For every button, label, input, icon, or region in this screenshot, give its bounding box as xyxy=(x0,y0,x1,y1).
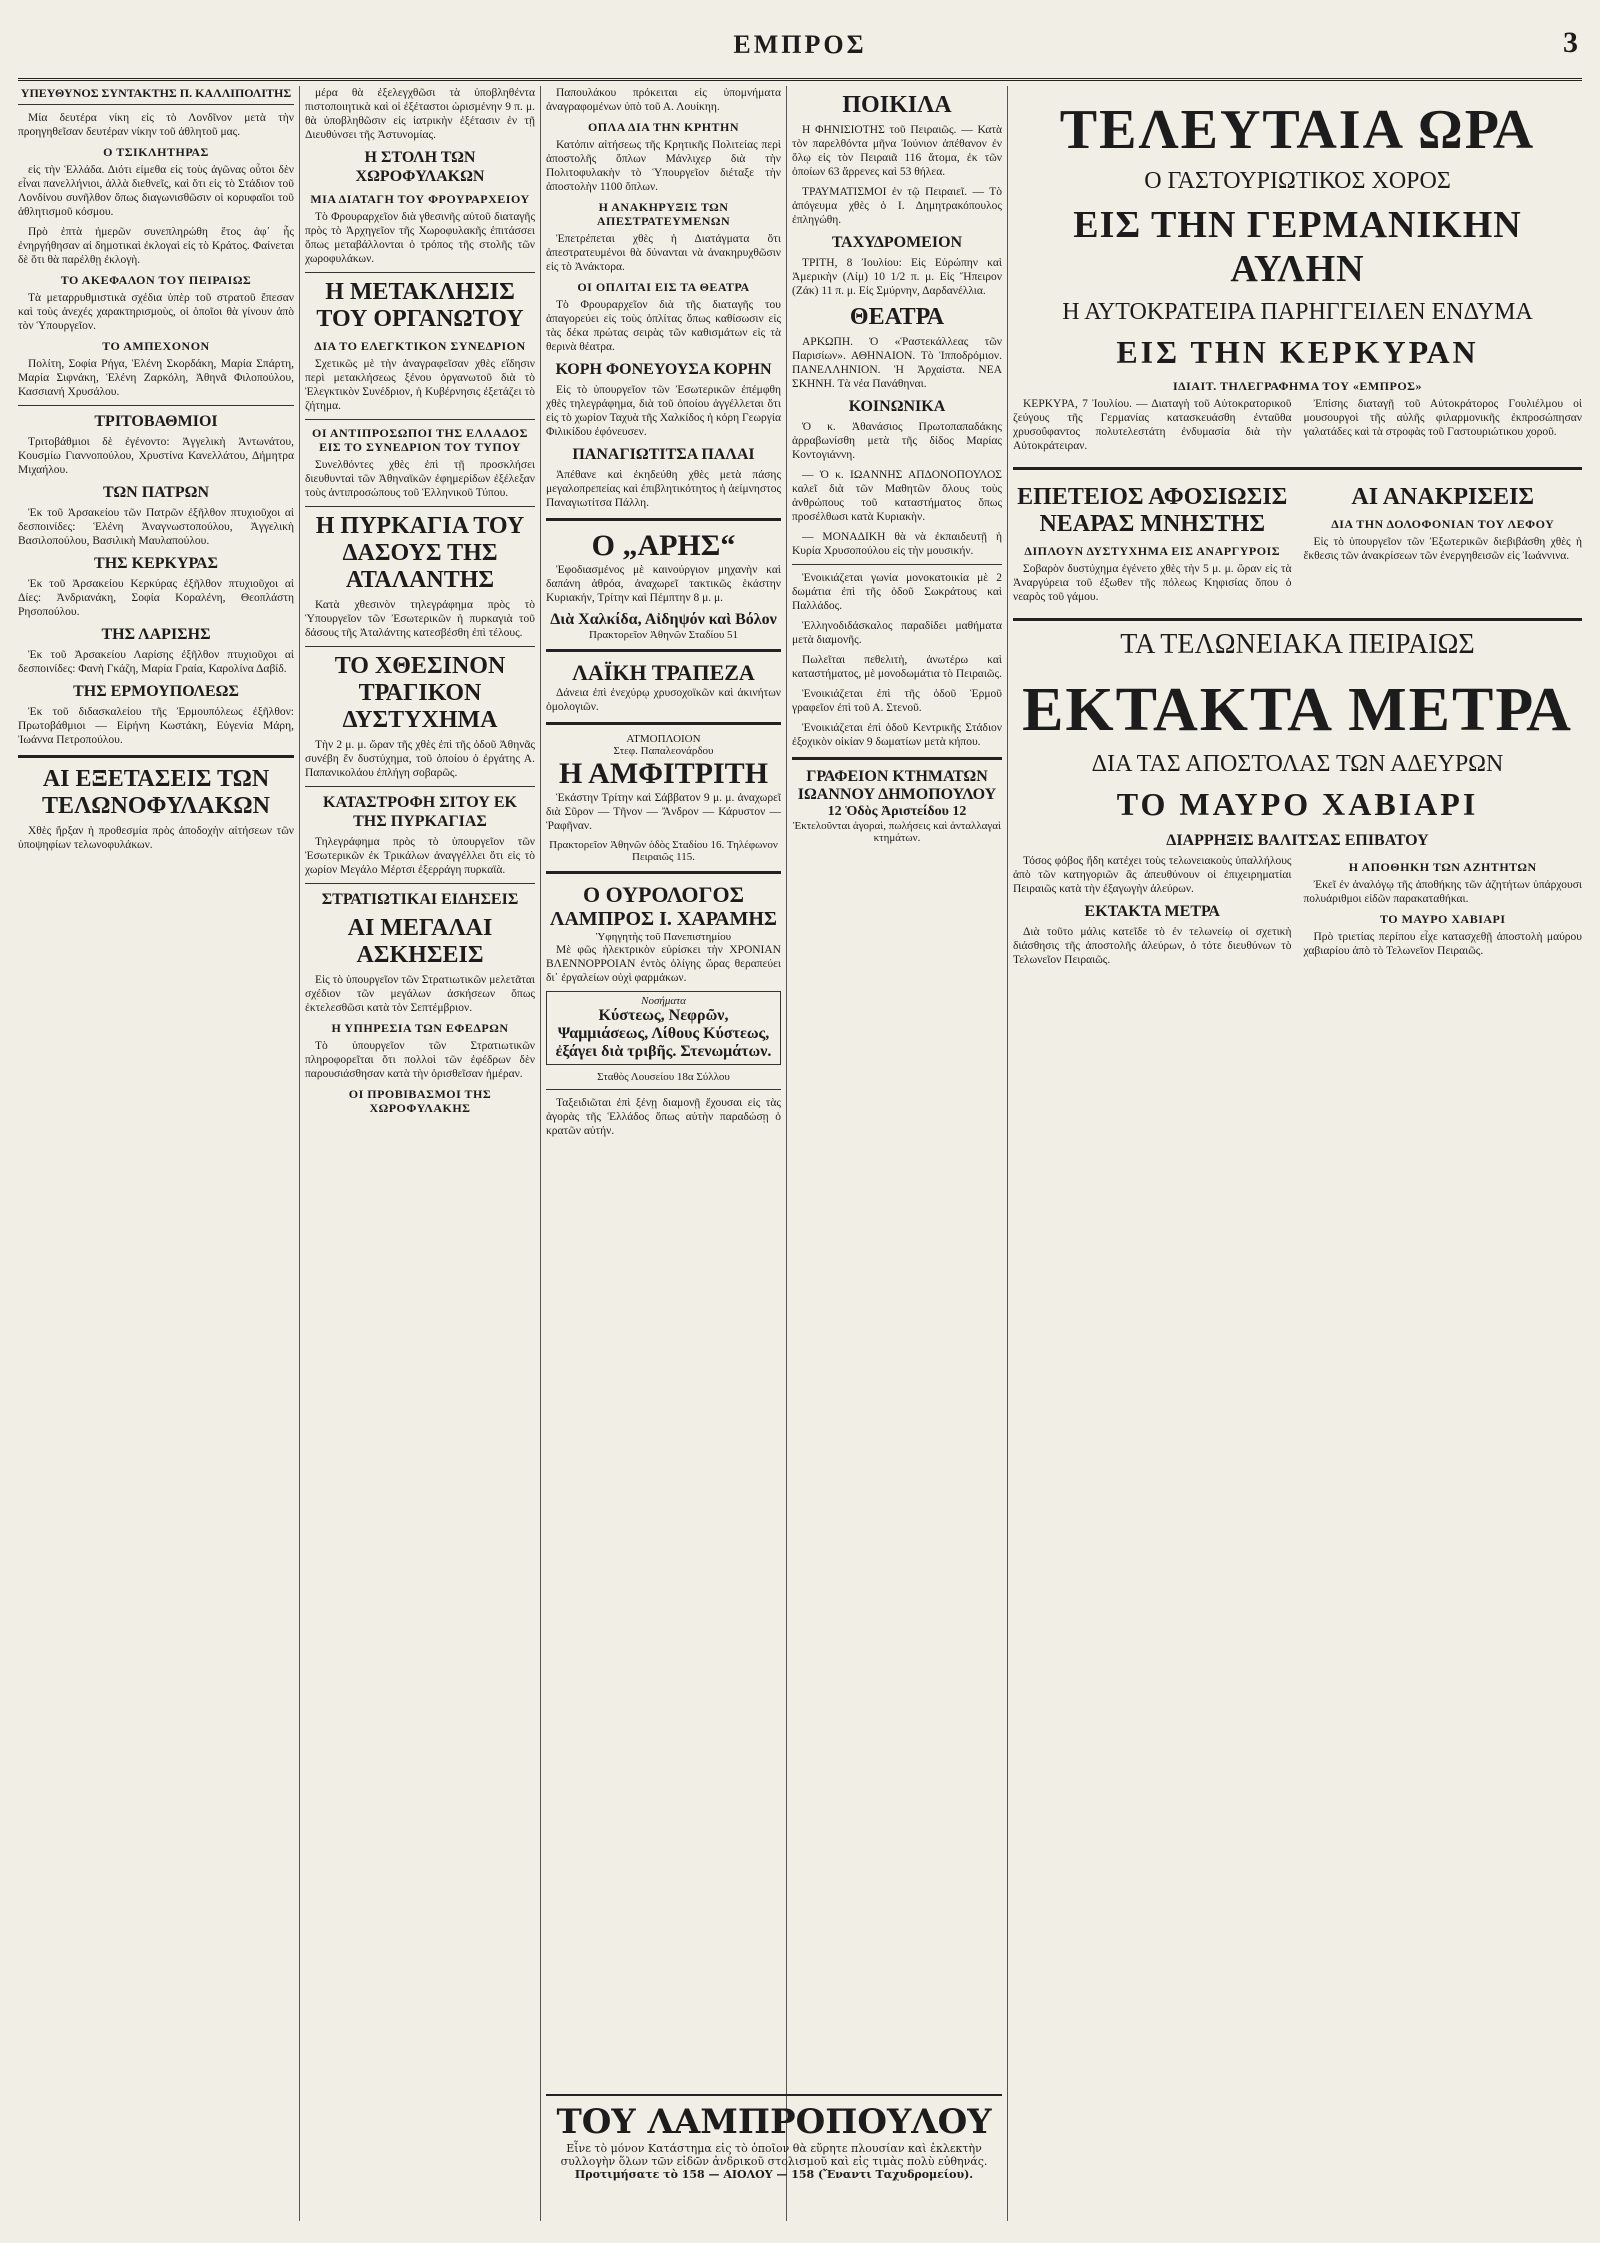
ad-office: Πρακτορεῖον Ἀθηνῶν ὁδὸς Σταδίου 16. Τηλέφωνον Πειραιῶς 115. xyxy=(549,839,778,863)
ad-text: Ἐκτελοῦνται ἀγοραὶ, πωλήσεις καὶ ἀνταλλαγαὶ κτημάτων. xyxy=(792,820,1002,844)
divider xyxy=(792,564,1002,565)
section-heading: ΘΕΑΤΡΑ xyxy=(849,304,945,330)
headline-line: Η ΑΥΤΟΚΡΑΤΕΙΡΑ ΠΑΡΗΓΓΕΙΛΕΝ ΕΝΔΥΜΑ xyxy=(1062,299,1533,325)
section-heading: ΤΑΧΥΔΡΟΜΕΙΟΝ xyxy=(831,234,963,251)
section-heading: ΤΗΣ ΕΡΜΟΥΠΟΛΕΩΣ xyxy=(73,683,239,700)
headline: Η ΣΤΟΛΗ ΤΩΝ ΧΩΡΟΦΥΛΑΚΩΝ xyxy=(355,149,485,185)
advertisement-urologist xyxy=(546,882,781,1083)
mega-headline: ΕΚΤΑΚΤΑ ΜΕΤΡΑ xyxy=(1022,676,1573,744)
paragraph: Ἐκεῖ ἐν ἀναλόγῳ τῆς ἀποθήκης τῶν ἀζητήτων ὑπάρχουσι πολυάριθμοι εἰδῶν παρακαταθήκαι. xyxy=(1303,879,1582,905)
subheadline: ΟΙ ΠΡΟΒΙΒΑΣΜΟΙ ΤΗΣ ΧΩΡΟΦΥΛΑΚΗΣ xyxy=(348,1087,492,1115)
subheadline: ΔΙΠΛΟΥΝ ΔΥΣΤΥΧΗΜΑ ΕΙΣ ΑΝΑΡΓΥΡΟΙΣ xyxy=(1024,544,1281,558)
paragraph: Ταξειδιῶται ἐπὶ ξένῃ διαμονῇ ἔχουσαι εἰς τὰς ἀγορὰς τῆς Ἑλλάδος ὅπως αὐτὴν παραδώσῃ ὁ κρατῶν αὐτήν. xyxy=(546,1097,781,1137)
newspaper-page xyxy=(18,14,1582,2229)
subheadline: ΔΙΑ ΤΗΝ ΔΟΛΟΦΟΝΙΑΝ ΤΟΥ ΛΕΦΟΥ xyxy=(1331,517,1555,531)
paragraph: Τὸ Φρουραρχεῖον διὰ γθεσινῆς αὐτοῦ διαταγῆς πρὸς τὸ Ἀρχηγεῖον τῆς Χωροφυλακῆς ἐπιτάσσει ὅπως μεταβάλλονται ὁ τρόπος τῆς στολῆς τῶν χωροφυλάκων. xyxy=(305,211,535,265)
advertisement-bank xyxy=(546,660,781,714)
divider xyxy=(1013,467,1582,470)
headline-line: ΕΙΣ ΤΗΝ ΓΕΡΜΑΝΙΚΗΝ ΑΥΛΗΝ xyxy=(1073,204,1522,290)
section-heading: ΠΟΙΚΙΛΑ xyxy=(842,92,952,118)
ad-doctor-name: ΛΑΜΠΡΟΣ Ι. ΧΑΡΑΜΗΣ xyxy=(550,908,777,930)
paragraph: Κατὰ χθεσινὸν τηλεγράφημα πρὸς τὸ Ὑπουργεῖον τῶν Ἐσωτερικῶν ἡ πυρκαγιὰ τοῦ δάσους τῆς Ἀταλάντης κατεσβέσθη ἐπὶ τέλους. xyxy=(305,599,535,639)
editor-byline: ΥΠΕΥΘΥΝΟΣ ΣΥΝΤΑΚΤΗΣ Π. ΚΑΛΛΙΠΟΛΙΤΗΣ xyxy=(18,86,294,105)
masthead xyxy=(18,14,1582,81)
headline: ΚΑΤΑΣΤΡΟΦΗ ΣΙΤΟΥ ΕΚ ΤΗΣ ΠΥΡΚΑΓΙΑΣ xyxy=(323,794,517,830)
paragraph: Τὸ Φρουραρχεῖον διὰ τῆς διαταγῆς του ἀπαγορεύει εἰς τοὺς ὁπλίτας ὅπως καθίσωσιν εἰς τὰς δέκα πρώτας σειρὰς τῶν καθισμάτων εἰς τὰ θερινὰ θέατρα. xyxy=(546,299,781,353)
paragraph: Σχετικῶς μὲ τὴν ἀναγραφεῖσαν χθὲς εἴδησιν περὶ μετακλήσεως ξένου ὀργανωτοῦ διὰ τὸ Ἐλεγκτικὸν Συνέδριον, ἡ Κυβέρνησις ἐξετάζει τὸ ζήτημα. xyxy=(305,358,535,412)
ad-title: Ο „ΑΡΗΣ“ xyxy=(591,529,736,562)
divider xyxy=(546,518,781,521)
subheadline: ΔΙΑΡΡΗΞΙΣ ΒΑΛΙΤΣΑΣ ΕΠΙΒΑΤΟΥ xyxy=(1166,832,1429,849)
subheading: ΤΟ ΑΚΕΦΑΛΟΝ ΤΟΥ ΠΕΙΡΑΙΩΣ xyxy=(60,273,252,287)
column-1 xyxy=(18,86,294,2221)
paragraph: Ἐκ τοῦ διδασκαλείου τῆς Ἐρμουπόλεως ἐξῆλθον: Πρωτοβάθμιοι — Εἰρήνη Κωστάκη, Εὐγενία Μάρη, Ἰωάννα Πετροπούλου. xyxy=(18,706,294,746)
paragraph: Συνελθόντες χθὲς ἐπὶ τῇ προσκλήσει διευθυνταὶ τῶν Ἀθηναϊκῶν ἐφημερίδων ἐξέλεξαν τοὺς ἀντιπροσώπους τοῦ Ἑλληνικοῦ Τύπου. xyxy=(305,459,535,499)
ad-text: Ἐφοδιασμένος μὲ καινούργιον μηχανὴν καὶ δαπάνη ἀθρόα, ἀναχωρεῖ τακτικῶς ἑκάστην Κυριακήν, Τρίτην καὶ Πέμπτην 8 μ. μ. xyxy=(546,564,781,604)
headline-line: Ο ΓΑΣΤΟΥΡΙΩΤΙΚΟΣ ΧΟΡΟΣ xyxy=(1144,168,1451,194)
column-divider xyxy=(540,86,541,2221)
paragraph: εἰς τὴν Ἑλλάδα. Διότι εἰμεθα εἰς τοὺς ἀγῶνας οὗτοι δὲν εἶναι πανελλήνιοι, ἀλλὰ διεθνεῖς, καὶ ὅτι εἰς τὸ Στάδιον τοῦ Λονδίνου συνῆλθον ὅπως διαγωνισθῶσιν οἱ κορυφαῖοι τοῦ ἀθλητισμοῦ κόσμου. xyxy=(18,164,294,218)
paragraph: Πολίτη, Σοφία Ρήγα, Ἑλένη Σκορδάκη, Μαρία Σπάρτη, Μαρία Σιφνάκη, Ἑλένη Ζαρκόλη, Ἀθηνᾶ Φιλοπούλου, Κασσιανή Χρυσάλου. xyxy=(18,358,294,398)
classified: Ἐνοικιάζεται γωνία μονοκατοικία μὲ 2 δωμάτια ἐπὶ τῆς ὁδοῦ Σωκράτους καὶ Παλλάδος. xyxy=(792,572,1002,612)
column-3 xyxy=(546,86,781,2221)
paragraph: Ἐπετρέπεται χθὲς ἡ Διατάγματα ὅτι ἀπεστρατευμένοι θὰ δύνανται νὰ ἀνακηρυχθῶσιν εἰς τὸ Ἀνάκτορα. xyxy=(546,233,781,273)
headline: ΑΙ ΕΞΕΤΑΣΕΙΣ ΤΩΝ ΤΕΛΩΝΟΦΥΛΑΚΩΝ xyxy=(42,766,270,819)
subheadline: ΕΚΤΑΚΤΑ ΜΕΤΡΑ xyxy=(1084,903,1220,920)
headline: Η ΑΝΑΚΗΡΥΞΙΣ ΤΩΝ ΑΠΕΣΤΡΑΤΕΥΜΕΝΩΝ xyxy=(596,200,731,228)
ad-title: ΓΡΑΦΕΙΟΝ ΚΤΗΜΑΤΩΝ xyxy=(806,768,988,785)
paragraph: Τηλεγράφημα πρὸς τὸ ὑπουργεῖον τῶν Ἐσωτερικῶν ἐκ Τρικάλων ἀναγγέλλει ὅτι εἰς τὸ χωρίον Μεγάλο Μέρτσι ἐξερράγη πυρκαϊὰ. xyxy=(305,836,535,876)
headline-line: ΤΑ ΤΕΛΩΝΕΙΑΚΑ ΠΕΙΡΑΙΩΣ xyxy=(1120,629,1475,660)
paragraph: Εἰς τὸ ὑπουργεῖον τῶν Ἐσωτερικῶν ἐπέμφθη χθὲς τηλεγράφημα, διὰ τοῦ ὁποίου ἀγγέλλεται ὅτι εἰς τὸ χωρίον Ταχυὰ τῆς Χαλκίδος ἡ κόρη Γεωργία Φιλικίδου ἐφόνευσεν. xyxy=(546,384,781,438)
divider xyxy=(305,646,535,647)
subheading: ΤΟ ΑΜΠΕΧΟΝΟΝ xyxy=(102,339,210,353)
headline-line: ΕΙΣ ΤΗΝ ΚΕΡΚΥΡΑΝ xyxy=(1116,334,1479,370)
article-columns xyxy=(1013,397,1582,459)
ad-address: 12 Ὁδὸς Ἀριστείδου 12 xyxy=(827,804,967,819)
classified: Ἐνοικιάζεται ἐπὶ ὁδοῦ Κεντρικῆς Στάδιον ἐξοχικὸν οἰκίαν 9 δωματίων μετὰ κήπου. xyxy=(792,722,1002,748)
paragraph: Πρὸ τριετίας περίπου εἶχε κατασχεθῇ ἀποστολὴ μαύρου χαβιαρίου ἀπὸ τὸ Τελωνεῖον Πειραιῶς. xyxy=(1303,931,1582,957)
paragraph: Τὸ ὑπουργεῖον τῶν Στρατιωτικῶν πληροφορεῖται ὅτι πολλοὶ τῶν ἐφέδρων δὲν παρουσιάσθησαν κατὰ τὴν ὁρισθεῖσαν ἡμέραν. xyxy=(305,1040,535,1080)
paragraph: ΤΡΑΥΜΑΤΙΣΜΟΙ ἐν τῷ Πειραιεῖ. — Τὸ ἀπόγευμα χθὲς ὁ Ι. Δημητρακόπουλος ἐπληγώθη. xyxy=(792,186,1002,226)
paragraph: Ἐκ τοῦ Ἀρσακείου Λαρίσης ἐξῆλθον πτυχιοῦχοι αἱ δεσποινίδες: Φανὴ Γκάζη, Μαρία Γραία, Καρολίνα Δαβίδ. xyxy=(18,649,294,675)
ad-text: Μὲ φῶς ἠλεκτρικὸν εὑρίσκει τὴν ΧΡΟΝΙΑΝ ΒΛΕΝΝΟΡΡΟΙΑΝ ἐντὸς ὀλίγης ὥρας θεραπεύει δι᾽ ἐργαλείων οὐχὶ φαρμάκων. xyxy=(546,944,781,984)
headline: ΟΙ ΑΝΤΙΠΡΟΣΩΠΟΙ ΤΗΣ ΕΛΛΑΔΟΣ ΕΙΣ ΤΟ ΣΥΝΕΔΡΙΟΝ ΤΟΥ ΤΥΠΟΥ xyxy=(312,426,528,454)
paragraph: Τόσος φόβος ἤδη κατέχει τοὺς τελωνειακοὺς ὑπαλλήλους ἀπὸ τῶν κατηγοριῶν ἃς ἀπευθύνουν οἱ ἐπιχειρηματίαι Πειραιῶς κατὰ τὴν ἐξαγωγὴν ἀλεύρων. xyxy=(1013,855,1292,895)
ad-address: Σταθὸς Λουσείου 18α Σύλλου xyxy=(597,1071,730,1083)
paragraph: Σοβαρὸν δυστύχημα ἐγένετο χθὲς τὴν 5 μ. μ. ὥραν εἰς τὰ Ἀναργύρεια τοῦ ἐξωθεν τῆς πόλεως Κηφισίας ὅπου ὁ νεαρὸς τοῦ γάμου. xyxy=(1013,563,1292,603)
classified: Πωλεῖται πεθελιτὴ, ἀνωτέρω καὶ καταστήματος, μὲ μονοδωμάτια τὸ Πειραιῶς. xyxy=(792,654,1002,680)
divider xyxy=(546,722,781,725)
ad-text: Ἑκάστην Τρίτην καὶ Σάββατον 9 μ. μ. ἀναχωρεῖ διὰ Σῦρον — Τῆνον — Ἄνδρον — Κάρυστον — Ῥαφῆναν. xyxy=(546,792,781,832)
paragraph: Εἰς τὸ ὑπουργεῖον τῶν Ἐξωτερικῶν διεβιβάσθη χθὲς ἡ ἔκθεσις τῶν ἀνακρίσεων τῶν ἐνεργηθεισῶν εἰς Ἰωάννινα. xyxy=(1303,536,1582,562)
column-2 xyxy=(305,86,535,2221)
subheadline: Η ΥΠΗΡΕΣΙΑ ΤΩΝ ΕΦΕΔΡΩΝ xyxy=(331,1021,509,1035)
headline: Η ΜΕΤΑΚΛΗΣΙΣ ΤΟΥ ΟΡΓΑΝΩΤΟΥ xyxy=(316,279,524,332)
ad-route: Διὰ Χαλκίδα, Αἰδηψόν καὶ Βόλον xyxy=(550,611,777,628)
headline: ΠΑΝΑΓΙΩΤΙΤΣΑ ΠΑΛΑΙ xyxy=(572,446,755,463)
classified: Ἐνοικιάζεται ἐπὶ τῆς ὁδοῦ Ἑρμοῦ γραφεῖον ἐπὶ τοῦ Α. Στενοῦ. xyxy=(792,688,1002,714)
paragraph: Τὰ μεταρρυθμιστικὰ σχέδια ὑπὲρ τοῦ στρατοῦ ἔπεσαν καὶ τοὺς ἀνεχές χαρακτηρισμοὺς, οἱ ὁποῖοι θὰ γίνουν ἀπὸ τὸν Ὑπουργεῖον. xyxy=(18,292,294,332)
headline: ΣΤΡΑΤΙΩΤΙΚΑΙ ΕΙΔΗΣΕΙΣ xyxy=(321,891,519,908)
column-4 xyxy=(792,86,1002,2221)
page-number: 3 xyxy=(1563,26,1578,59)
article-columns xyxy=(1013,478,1582,610)
paragraph: Παπουλάκου πρόκειται εἰς ὑπομνήματα ἀναγραφομένων ὑπὸ τοῦ Α. Λουίκηη. xyxy=(546,87,781,113)
subheadline: ΤΟ ΜΑΥΡΟ ΧΑΒΙΑΡΙ xyxy=(1379,912,1506,926)
ad-title: ΛΑΪΚΗ ΤΡΑΠΕΖΑ xyxy=(572,660,755,685)
paragraph: Πρὸ ἑπτὰ ἡμερῶν συνεπληρώθη ἔτος ἀφ᾽ ἧς ἐνηργήθησαν αἱ δημοτικαὶ ἐκλογαὶ εἰς τὸ Κράτος. Φαίνεται δὲ ὅτι θὰ παρέλθῃ ἐκλογὴ. xyxy=(18,226,294,266)
headline: ΑΙ ΜΕΓΑΛΑΙ ΑΣΚΗΣΕΙΣ xyxy=(347,915,493,968)
banner-headline: ΤΕΛΕΥΤΑΙΑ ΩΡΑ xyxy=(1059,99,1536,161)
paragraph: Ἐπίσης διαταγῇ τοῦ Αὐτοκράτορος Γουλιέλμου οἱ μουσουργοὶ τῆς αὐλῆς φιλαρμονικῆς ἐκπροσώπησαν γαλατάδες καὶ τὰ στροφὰς τοῦ Γαστουριώτικου χοροῦ. xyxy=(1303,398,1582,438)
ad-name: ΙΩΑΝΝΟΥ ΔΗΜΟΠΟΥΛΟΥ xyxy=(797,786,997,803)
paragraph: ΑΡΚΩΠΗ. Ὁ «Ῥαστεκάλλεας τῶν Παρισίων». ΑΘΗΝΑΙΟΝ. Τὸ Ἱπποδρόμιον. ΠΑΝΕΛΛΗΝΙΟΝ. Ἡ Ἀρχαίστα. ΝΕΑ ΣΚΗΝΗ. Τὰ νέα Πανάθηναι. xyxy=(792,336,1002,390)
paragraph: Η ΦΗΝΙΣΙΟΤΗΣ τοῦ Πειραιῶς. — Κατὰ τὸν παρελθόντα μῆνα Ἰούνιον ἀπέθανον ἐν ὅλῳ εἰς τὸν Πειραιᾶ 116 ἄτομα, ἐκ τῶν ὁποίων 63 ἄρρενες καὶ 53 θήλεα. xyxy=(792,124,1002,178)
headline: ΤΟ ΧΘΕΣΙΝΟΝ ΤΡΑΓΙΚΟΝ ΔΥΣΤΥΧΗΜΑ xyxy=(334,653,506,733)
lead-paragraph: Μία δευτέρα νίκη εἰς τὸ Λονδῖνον μετὰ τὴν προηγηθεῖσαν δευτέραν νίκην τοῦ ἀθλητοῦ μας. xyxy=(18,112,294,138)
advertisement-ares xyxy=(546,529,781,641)
subheadline: ΜΙΑ ΔΙΑΤΑΓΗ ΤΟΥ ΦΡΟΥΡΑΡΧΕΙΟΥ xyxy=(310,192,530,206)
column-divider xyxy=(299,86,300,2221)
ad-title: Η ΑΜΦΙΤΡΙΤΗ xyxy=(558,757,769,790)
headline-line: ΔΙΑ ΤΑΣ ΑΠΟΣΤΟΛΑΣ ΤΩΝ ΑΔΕΥΡΩΝ xyxy=(1091,751,1504,777)
ad-title: Ο ΟΥΡΟΛΟΓΟΣ xyxy=(582,882,745,907)
ad-box-text: Κύστεως, Νεφρῶν, Ψαμμιάσεως, Λίθους Κύστεως, ἐξάγει διὰ τριβῆς. Στενωμάτων. xyxy=(555,1007,772,1060)
headline: ΕΠΕΤΕΙΟΣ ΑΦΟΣΙΩΣΙΣ ΝΕΑΡΑΣ ΜΝΗΣΤΗΣ xyxy=(1017,484,1288,537)
paragraph: Ὁ κ. Ἀθανάσιος Πρωτοπαπαδάκης ἀρραβωνίσθη μετὰ τῆς δίδος Μαρίας Κοντογιάννη. xyxy=(792,421,1002,461)
paragraph: Εἰς τὸ ὑπουργεῖον τῶν Στρατιωτικῶν μελετᾶται σχέδιον τῶν μεγάλων ἀσκήσεων ὅπως ἐκτελεσθῶσι κατὰ τὸν Σεπτέμβριον. xyxy=(305,974,535,1014)
headline: ΚΟΡΗ ΦΟΝΕΥΟΥΣΑ ΚΟΡΗΝ xyxy=(555,361,772,378)
ad-box xyxy=(546,991,781,1065)
divider xyxy=(305,883,535,884)
paragraph: μέρα θὰ ἐξελεγχθῶσι τὰ ὑποβληθέντα πιστοποιητικὰ καὶ οἱ ἐξέταστοι ὡρισμένην 9 π. μ. θὰ ὑποβληθῶσιν εἰς ἰατρικὴν ἐξέτασιν ἐν τῇ Διευθύνσει τῆς Ἀστυνομίας. xyxy=(305,87,535,141)
ad-company: Στεφ. Παπαλεονάρδου xyxy=(613,745,714,757)
column-divider xyxy=(786,86,787,2221)
subheading: Ο ΤΣΙΚΛΗΤΗΡΑΣ xyxy=(103,145,209,159)
column-5-latest-news xyxy=(1013,86,1582,2221)
paragraph: Ἐκ τοῦ Ἀρσακείου Κερκύρας ἐξῆλθον πτυχιοῦχοι αἱ Δίες: Ἀνδριανάκη, Σοφία Κοραλένη, Θεοπλάστη Ρησοπούλου. xyxy=(18,578,294,618)
section-heading: ΤΩΝ ΠΑΤΡΩΝ xyxy=(102,484,209,501)
newspaper-title: ΕΜΠΡΟΣ xyxy=(733,30,867,59)
advertisement-lampropoulos xyxy=(546,2094,1002,2181)
advertisement-amfitriti xyxy=(546,733,781,863)
ad-box-title: Νοσήματα xyxy=(641,995,686,1007)
headline: Η ΠΥΡΚΑΓΙΑ ΤΟΥ ΔΑΣΟΥΣ ΤΗΣ ΑΤΑΛΑΝΤΗΣ xyxy=(315,513,525,593)
divider xyxy=(18,405,294,406)
divider xyxy=(305,506,535,507)
column-divider xyxy=(1007,86,1008,2221)
divider xyxy=(1013,618,1582,621)
section-heading: ΚΟΙΝΩΝΙΚΑ xyxy=(848,398,946,415)
ad-title: ΤΟΥ ΛΑΜΠΡΟΠΟΥΛΟΥ xyxy=(556,2102,992,2142)
paragraph: Τὴν 2 μ. μ. ὥραν τῆς χθὲς ἐπὶ τῆς ὁδοῦ Ἀθηνᾶς συνέβη ἕν δυστύχημα, τοῦ ὁποίου ὁ ἐργάτης Α. Παπανικολάου ἐπλήγη σοβαρῶς. xyxy=(305,739,535,779)
ad-pretitle: ΑΤΜΟΠΛΟΙΟΝ xyxy=(626,733,701,745)
subheadline: Η ΑΠΟΘΗΚΗ ΤΩΝ ΑΖΗΤΗΤΩΝ xyxy=(1348,860,1537,874)
classified: Ἑλληνοδιδάσκαλος παραδίδει μαθήματα μετὰ διαμονῆς. xyxy=(792,620,1002,646)
divider xyxy=(546,871,781,874)
subheadline: ΔΙΑ ΤΟ ΕΛΕΓΚΤΙΚΟΝ ΣΥΝΕΔΡΙΟΝ xyxy=(314,339,526,353)
paragraph: ΤΡΙΤΗ, 8 Ἰουλίου: Εἰς Εὐρώπην καὶ Ἀμερικὴν (Λίμ) 10 1/2 π. μ. Εἰς Ἤπειρον (Ζάκ) 11 π. μ. Εἰς Σμύρνην, Δαρδανέλλια. xyxy=(792,257,1002,297)
paragraph: Ἐκ τοῦ Ἀρσακείου τῶν Πατρῶν ἐξῆλθον πτυχιοῦχοι αἱ δεσποινίδες: Ἑλένη Ἀναγνωστοπούλου, Ἀγγελικὴ Βασιλοπούλου, Βασιλικὴ Μαυλαπούλου. xyxy=(18,507,294,547)
divider xyxy=(546,1089,781,1090)
paragraph: ΚΕΡΚΥΡΑ, 7 Ἰουλίου. — Διαταγὴ τοῦ Αὐτοκρατορικοῦ ζεύγους τῆς Γερμανίας κατασκευάσθη ἐνταῦθα χρυσοΰφαντος πολυτελεστάτη ἐνδυμασία διὰ τὴν Αὐτοκράτειραν. xyxy=(1013,398,1292,452)
section-heading: ΤΗΣ ΛΑΡΙΣΗΣ xyxy=(101,626,211,643)
paragraph: Τριτοβάθμιοι δὲ ἐγένοντο: Ἀγγελικὴ Ἀντωνάτου, Κουσμίω Γιαννοπούλου, Χρυστίνα Κανελλάτου, Δήμητρα Μιχαήλου. xyxy=(18,436,294,476)
paragraph: Διὰ τοῦτο μάλις κατεῖδε τὸ ἐν τελωνείῳ οἱ σχετικὴ διάσθησις τῆς ἀποστολῆς ἀλεύρων, ὁ τότε διευθύνων τὸ Τελωνεῖον Πειραιῶς. xyxy=(1013,926,1292,966)
headline: ΟΠΛΑ ΔΙΑ ΤΗΝ ΚΡΗΤΗΝ xyxy=(587,120,740,134)
paragraph: Χθὲς ἤρξαν ἡ προθεσμία πρὸς ἀποδοχὴν αἰτήσεων τῶν ὑποψηφίων τελωνοφυλάκων. xyxy=(18,825,294,851)
paragraph: Ἀπέθανε καὶ ἐκηδεύθη χθὲς μετὰ πάσης μεγαλοπρεπείας καὶ ἐπιβλητικότητος ἡ ἀείμνηστος Παναγιωτίτσα Πάλλη. xyxy=(546,469,781,509)
divider xyxy=(18,755,294,758)
divider xyxy=(305,419,535,420)
paragraph: — ΜΟΝΑΔΙΚΗ θὰ νὰ ἐκπαιδευτῇ ἡ Κυρία Χρυσοπούλου εἰς τὴν μουσικήν. xyxy=(792,531,1002,557)
ad-office: Πρακτορεῖον Ἀθηνῶν Σταδίου 51 xyxy=(588,629,739,641)
article-columns xyxy=(1013,854,1582,973)
divider xyxy=(792,757,1002,760)
dateline: ΙΔΙΑΙΤ. ΤΗΛΕΓΡΑΦΗΜΑ ΤΟΥ «ΕΜΠΡΟΣ» xyxy=(1172,379,1423,393)
ad-subtitle: Ὑφηγητὴς τοῦ Πανεπιστημίου xyxy=(595,931,732,943)
advertisement-real-estate xyxy=(792,768,1002,844)
headline-line: ΤΟ ΜΑΥΡΟ ΧΑΒΙΑΡΙ xyxy=(1116,786,1479,822)
ad-text: Εἶνε τὸ μόνον Κατάστημα εἰς τὸ ὁποῖον θὰ εὕρητε πλουσίαν καὶ ἐκλεκτὴν συλλογὴν ὅλων τῶν εἰδῶν ἀνδρικοῦ στολισμοῦ καὶ εἰς τιμὰς πολὺ εὐθηνάς. xyxy=(560,2142,988,2168)
divider xyxy=(546,649,781,652)
section-heading: ΤΗΣ ΚΕΡΚΥΡΑΣ xyxy=(94,555,218,572)
headline: ΑΙ ΑΝΑΚΡΙΣΕΙΣ xyxy=(1351,484,1535,510)
ad-text: Δάνεια ἐπὶ ἐνεχύρῳ χρυσοχοϊκῶν καὶ ἀκινήτων ὁμολογιῶν. xyxy=(546,687,781,713)
section-heading: ΤΡΙΤΟΒΑΘΜΙΟΙ xyxy=(94,413,218,430)
headline: ΟΙ ΟΠΛΙΤΑΙ ΕΙΣ ΤΑ ΘΕΑΤΡΑ xyxy=(577,280,750,294)
divider xyxy=(305,272,535,273)
divider xyxy=(305,786,535,787)
paragraph: Κατόπιν αἰτήσεως τῆς Κρητικῆς Πολιτείας περὶ ἀποστολῆς ὅπλων Μάνλιχερ διὰ τὴν Πολιτοφυλακὴν τὸ Ὑπουργεῖον διέταξε τὴν ἀποστολὴν 1100 ὅπλων. xyxy=(546,139,781,193)
paragraph: — Ὁ κ. ΙΩΑΝΝΗΣ ΑΠΔΟΝΟΠΟΥΛΟΣ καλεῖ διὰ τῶν Μαθητῶν ὅλους τοὺς ἀνθρώπους τοῦ καταστήματος ὅπως προσέλθωσι κατὰ Κυριακὴν. xyxy=(792,469,1002,523)
ad-address: Προτιμήσατε τὸ 158 — ΑΙΟΛΟΥ — 158 (Ἔναντι Ταχυδρομείου). xyxy=(574,2168,974,2181)
